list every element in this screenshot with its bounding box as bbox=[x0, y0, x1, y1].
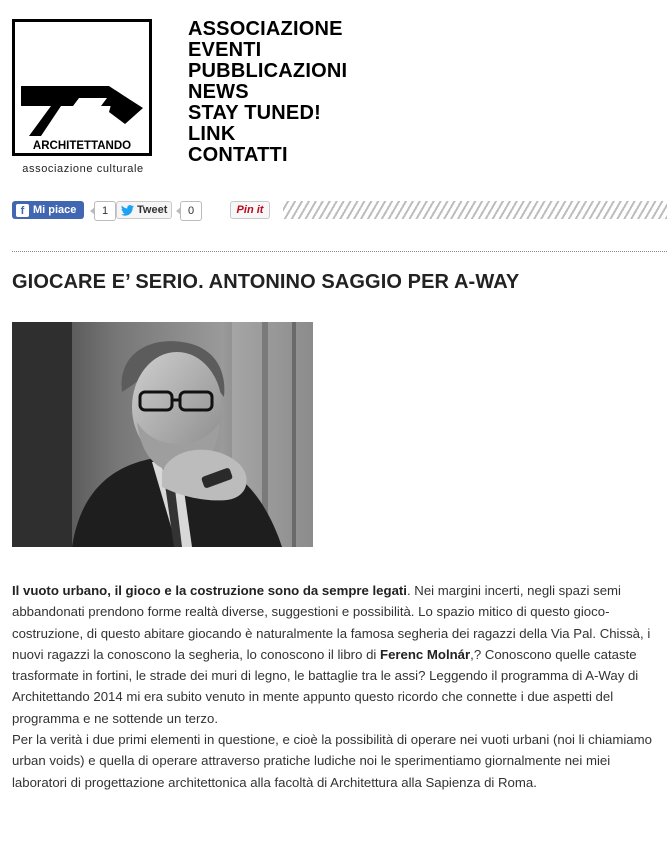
nav-item-eventi[interactable]: EVENTI bbox=[188, 39, 262, 61]
nav-item-link[interactable]: LINK bbox=[188, 123, 236, 145]
tweet-label: Tweet bbox=[137, 204, 168, 216]
twitter-bird-icon bbox=[121, 205, 134, 216]
nav-item-pubblicazioni[interactable]: PUBBLICAZIONI bbox=[188, 60, 348, 82]
facebook-icon: f bbox=[16, 204, 29, 217]
tweet-count: 0 bbox=[180, 201, 202, 221]
site-tagline: associazione culturale bbox=[22, 163, 144, 175]
article-body bbox=[12, 580, 667, 793]
article-paragraph-2: Per la verità i due primi elementi in questione, e cioè la possibilità di operare nei vuoti urbani (noi li chiamiamo urban voids) e quella di operare attraverso pratiche ludiche noi le sperimentiamo giornalmente nei miei laboratori di progettazione architettonica alla facoltà di Architettura alla Sapienza di Roma. bbox=[12, 732, 652, 790]
facebook-like-label: Mi piace bbox=[33, 204, 77, 216]
author-name-molnar: Ferenc Molnár bbox=[380, 646, 471, 662]
facebook-like-count: 1 bbox=[94, 201, 116, 221]
nav-item-stay-tuned[interactable]: STAY TUNED! bbox=[188, 102, 321, 124]
main-nav bbox=[188, 19, 347, 166]
article-photo[interactable] bbox=[12, 322, 313, 547]
article-text-segment: . Nei margini incerti, negli spazi semi abbandonati prendono forme realtà diverse, suggestioni e possibilità. Lo spazio mitico di questo gioco-costruzione, di questo abitare giocando è naturalmente la famosa segheria dei ragazzi della Via Pal. Chissà, i nuovi ragazzi la conoscono la segheria, lo conoscono il libro di bbox=[12, 583, 651, 662]
pinterest-pin-button[interactable]: Pin it bbox=[230, 201, 270, 219]
article-text-segment: ,? Conoscono quelle cataste trasformate in fortini, le strade dei muri di legno, le battaglie tra le assi? Leggendo il programma di A-Way di Architettando 2014 mi era subito venuto in mente appunto questo ricordo che connette i due aspetti del programma e ne sottende un terzo. bbox=[12, 646, 639, 726]
nav-item-associazione[interactable]: ASSOCIAZIONE bbox=[188, 18, 343, 40]
facebook-like-button[interactable] bbox=[12, 201, 84, 219]
nav-item-contatti[interactable]: CONTATTI bbox=[188, 144, 288, 166]
content-divider bbox=[12, 251, 667, 252]
logo-mark-icon bbox=[21, 84, 143, 138]
site-logo[interactable] bbox=[12, 19, 152, 156]
portrait-image bbox=[12, 322, 313, 547]
decorative-hatch bbox=[283, 201, 667, 219]
article-paragraph-1 bbox=[12, 580, 667, 729]
article-lead-text: Il vuoto urbano, il gioco e la costruzione sono da sempre legati bbox=[12, 583, 407, 598]
article-title: GIOCARE E’ SERIO. ANTONINO SAGGIO PER A-WAY bbox=[12, 271, 520, 293]
tweet-button[interactable] bbox=[116, 201, 172, 219]
logo-wordmark: ARCHITETTANDO bbox=[32, 140, 132, 152]
nav-item-news[interactable]: NEWS bbox=[188, 81, 249, 103]
